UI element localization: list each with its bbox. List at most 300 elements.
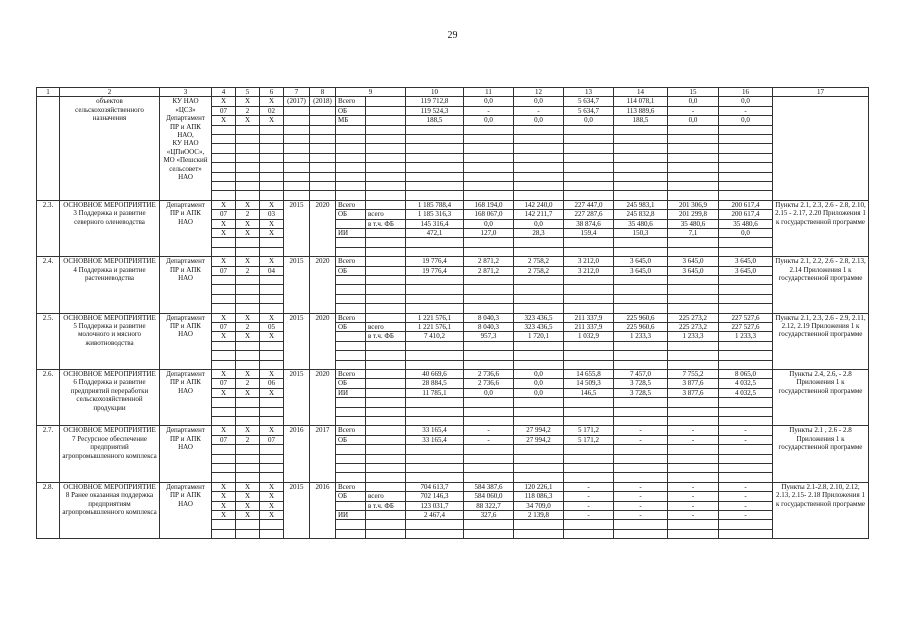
empty-cell: [719, 416, 773, 425]
value-cell: 5 171,2: [564, 426, 614, 435]
source-sublabel: [366, 510, 406, 519]
value-cell: -: [614, 435, 668, 444]
measure-name: ОСНОВНОЕ МЕРОПРИЯТИЕ 6 Поддержка и развитие предприятий переработки сельскохозяйственной продукции: [60, 369, 160, 425]
empty-cell: [406, 520, 464, 529]
empty-cell: [564, 285, 614, 294]
year-start: 2015: [284, 313, 310, 369]
value-cell: 7 457,0: [614, 369, 668, 378]
value-cell: 702 146,3: [406, 492, 464, 501]
empty-cell: [284, 191, 310, 200]
empty-cell: [514, 125, 564, 134]
empty-cell: [564, 463, 614, 472]
value-cell: 35 480,6: [668, 219, 719, 228]
empty-cell: [614, 398, 668, 407]
value-cell: 3 728,5: [614, 388, 668, 397]
empty-cell: [236, 398, 260, 407]
value-cell: -: [719, 492, 773, 501]
year-start: [284, 116, 310, 125]
empty-cell: [614, 445, 668, 454]
empty-cell: [366, 520, 406, 529]
empty-cell: [564, 398, 614, 407]
empty-cell: [719, 341, 773, 350]
empty-cell: [212, 473, 236, 482]
empty-cell: [236, 285, 260, 294]
value-cell: 3 728,5: [614, 379, 668, 388]
empty-cell: [564, 144, 614, 153]
empty-cell: [464, 181, 514, 190]
measure-name: объектов сельскохозяйственного назначения: [60, 97, 160, 200]
budget-table: [36, 87, 869, 539]
empty-cell: [668, 341, 719, 350]
column-header: 5: [236, 88, 260, 97]
source-sublabel: [366, 257, 406, 266]
empty-cell: [564, 407, 614, 416]
empty-cell: [406, 247, 464, 256]
value-cell: 323 436,5: [514, 322, 564, 331]
executor: Департамент ПР и АПК НАО: [160, 257, 212, 313]
empty-cell: [366, 445, 406, 454]
empty-cell: [668, 275, 719, 284]
note-cell: [773, 97, 869, 200]
value-cell: 27 994,2: [514, 426, 564, 435]
empty-cell: [614, 360, 668, 369]
value-cell: 200 617,4: [719, 200, 773, 209]
measure-name: ОСНОВНОЕ МЕРОПРИЯТИЕ 7 Ресурсное обеспечение предприятий агропромышленного комплекса: [60, 426, 160, 482]
code-cell: 07: [212, 266, 236, 275]
code-cell: Х: [212, 228, 236, 237]
empty-cell: [564, 351, 614, 360]
code-cell: Х: [212, 482, 236, 491]
code-cell: Х: [260, 97, 284, 106]
value-cell: 3 212,0: [564, 266, 614, 275]
year-end: 2020: [310, 200, 336, 256]
empty-cell: [284, 163, 310, 172]
value-cell: 0,0: [514, 116, 564, 125]
empty-cell: [464, 445, 514, 454]
empty-cell: [260, 520, 284, 529]
empty-cell: [366, 341, 406, 350]
value-cell: 0,0: [464, 388, 514, 397]
empty-cell: [336, 238, 366, 247]
column-header: 1: [37, 88, 60, 97]
empty-cell: [514, 135, 564, 144]
empty-cell: [336, 191, 366, 200]
table-row: [37, 257, 869, 266]
value-cell: 142 240,0: [514, 200, 564, 209]
empty-cell: [284, 153, 310, 162]
empty-cell: [336, 520, 366, 529]
source-label: Всего: [336, 200, 366, 209]
empty-cell: [719, 285, 773, 294]
empty-cell: [212, 360, 236, 369]
empty-cell: [366, 172, 406, 181]
empty-cell: [366, 181, 406, 190]
empty-cell: [236, 529, 260, 538]
source-label: ОБ: [336, 322, 366, 331]
empty-cell: [366, 153, 406, 162]
empty-cell: [212, 135, 236, 144]
value-cell: 4 032,5: [719, 379, 773, 388]
empty-cell: [406, 416, 464, 425]
value-cell: -: [668, 492, 719, 501]
table-row: [37, 369, 869, 378]
value-cell: 323 436,5: [514, 313, 564, 322]
empty-cell: [366, 416, 406, 425]
empty-cell: [260, 304, 284, 313]
empty-cell: [564, 135, 614, 144]
empty-cell: [464, 360, 514, 369]
executor: Департамент ПР и АПК НАО: [160, 369, 212, 425]
source-sublabel: [366, 313, 406, 322]
code-cell: Х: [236, 97, 260, 106]
empty-cell: [668, 360, 719, 369]
code-cell: 07: [212, 210, 236, 219]
note-cell: Пункты 2.1, 2.3, 2.6 - 2.9, 2.11, 2.12, 2.19 Приложения 1 к государственной программе: [773, 313, 869, 369]
value-cell: 2 758,2: [514, 257, 564, 266]
empty-cell: [719, 125, 773, 134]
value-cell: -: [668, 435, 719, 444]
empty-cell: [284, 135, 310, 144]
empty-cell: [336, 341, 366, 350]
empty-cell: [614, 238, 668, 247]
empty-cell: [260, 163, 284, 172]
empty-cell: [614, 275, 668, 284]
value-cell: 0,0: [719, 228, 773, 237]
empty-cell: [719, 520, 773, 529]
year-end: 2020: [310, 313, 336, 369]
value-cell: 5 634,7: [564, 97, 614, 106]
empty-cell: [336, 153, 366, 162]
value-cell: 2 467,4: [406, 510, 464, 519]
note-cell: Пункты 2.1, 2.2, 2.6 - 2.8, 2.13, 2.14 Приложения 1 к государственной программе: [773, 257, 869, 313]
empty-cell: [406, 454, 464, 463]
empty-cell: [406, 181, 464, 190]
empty-cell: [336, 247, 366, 256]
empty-cell: [236, 445, 260, 454]
empty-cell: [406, 135, 464, 144]
empty-cell: [464, 294, 514, 303]
empty-cell: [310, 153, 336, 162]
source-label: Всего: [336, 426, 366, 435]
value-cell: 0,0: [464, 97, 514, 106]
column-header: 4: [212, 88, 236, 97]
value-cell: -: [668, 501, 719, 510]
empty-cell: [366, 351, 406, 360]
column-header: 7: [284, 88, 310, 97]
empty-cell: [236, 416, 260, 425]
empty-cell: [406, 163, 464, 172]
value-cell: 8 040,3: [464, 313, 514, 322]
value-cell: 35 480,6: [719, 219, 773, 228]
empty-cell: [260, 351, 284, 360]
code-cell: 07: [260, 435, 284, 444]
year-end: 2017: [310, 426, 336, 482]
value-cell: -: [668, 426, 719, 435]
empty-cell: [260, 125, 284, 134]
empty-cell: [514, 144, 564, 153]
value-cell: 33 165,4: [406, 435, 464, 444]
empty-cell: [236, 181, 260, 190]
empty-cell: [668, 285, 719, 294]
empty-cell: [212, 144, 236, 153]
value-cell: 0,0: [564, 116, 614, 125]
empty-cell: [260, 463, 284, 472]
code-cell: 03: [260, 210, 284, 219]
value-cell: 34 709,0: [514, 501, 564, 510]
source-label: ОБ: [336, 435, 366, 444]
value-cell: 225 273,2: [668, 322, 719, 331]
value-cell: 1 233,3: [614, 332, 668, 341]
empty-cell: [236, 247, 260, 256]
empty-cell: [236, 473, 260, 482]
value-cell: 7,1: [668, 228, 719, 237]
column-header: 2: [60, 88, 160, 97]
executor-line: МО «Пешский сельсовет» НАО: [163, 156, 208, 182]
item-number: 2.5.: [37, 313, 60, 369]
value-cell: 4 032,5: [719, 388, 773, 397]
empty-cell: [212, 407, 236, 416]
empty-cell: [212, 153, 236, 162]
year-end: [310, 116, 336, 125]
value-cell: 7 755,2: [668, 369, 719, 378]
year-start: 2016: [284, 426, 310, 482]
empty-cell: [614, 191, 668, 200]
note-cell: Пункты 2.1 , 2.6 - 2.8 Приложения 1 к государственной программе: [773, 426, 869, 482]
empty-cell: [668, 463, 719, 472]
code-cell: Х: [260, 228, 284, 237]
year-start: [284, 106, 310, 115]
empty-cell: [336, 351, 366, 360]
empty-cell: [514, 172, 564, 181]
code-cell: Х: [212, 313, 236, 322]
empty-cell: [310, 181, 336, 190]
table-row: [37, 97, 869, 106]
source-sublabel: [366, 97, 406, 106]
empty-cell: [564, 473, 614, 482]
value-cell: -: [564, 510, 614, 519]
code-cell: Х: [212, 501, 236, 510]
empty-cell: [212, 304, 236, 313]
value-cell: -: [668, 510, 719, 519]
empty-cell: [406, 407, 464, 416]
value-cell: 2 736,6: [464, 369, 514, 378]
value-cell: 1 185 316,3: [406, 210, 464, 219]
code-cell: 05: [260, 322, 284, 331]
empty-cell: [236, 172, 260, 181]
empty-cell: [464, 454, 514, 463]
source-sublabel: [366, 266, 406, 275]
empty-cell: [668, 238, 719, 247]
empty-cell: [564, 247, 614, 256]
empty-cell: [719, 238, 773, 247]
value-cell: 225 960,6: [614, 313, 668, 322]
year-start: 2015: [284, 369, 310, 425]
empty-cell: [719, 454, 773, 463]
empty-cell: [614, 454, 668, 463]
value-cell: 1 185 788,4: [406, 200, 464, 209]
value-cell: -: [719, 426, 773, 435]
empty-cell: [564, 341, 614, 350]
value-cell: -: [719, 435, 773, 444]
source-label: ОБ: [336, 266, 366, 275]
empty-cell: [719, 191, 773, 200]
item-number: 2.4.: [37, 257, 60, 313]
value-cell: 2 736,6: [464, 379, 514, 388]
value-cell: 0,0: [464, 219, 514, 228]
empty-cell: [310, 191, 336, 200]
value-cell: 584 387,6: [464, 482, 514, 491]
empty-cell: [719, 304, 773, 313]
empty-cell: [464, 529, 514, 538]
empty-cell: [336, 407, 366, 416]
value-cell: -: [668, 482, 719, 491]
value-cell: -: [464, 106, 514, 115]
value-cell: 0,0: [464, 116, 514, 125]
empty-cell: [614, 407, 668, 416]
code-cell: Х: [260, 388, 284, 397]
value-cell: -: [514, 106, 564, 115]
value-cell: 3 645,0: [719, 266, 773, 275]
empty-cell: [406, 125, 464, 134]
empty-cell: [336, 454, 366, 463]
code-cell: Х: [212, 426, 236, 435]
value-cell: 119 524,3: [406, 106, 464, 115]
empty-cell: [719, 407, 773, 416]
value-cell: 3 877,6: [668, 388, 719, 397]
source-label: МБ: [336, 116, 366, 125]
empty-cell: [614, 285, 668, 294]
executor: Департамент ПР и АПК НАО: [160, 482, 212, 538]
empty-cell: [564, 304, 614, 313]
value-cell: -: [719, 106, 773, 115]
value-cell: 957,3: [464, 332, 514, 341]
empty-cell: [668, 407, 719, 416]
value-cell: -: [719, 501, 773, 510]
code-cell: Х: [260, 482, 284, 491]
empty-cell: [614, 181, 668, 190]
code-cell: Х: [260, 257, 284, 266]
empty-cell: [464, 153, 514, 162]
empty-cell: [336, 360, 366, 369]
code-cell: Х: [260, 369, 284, 378]
empty-cell: [514, 153, 564, 162]
empty-cell: [284, 144, 310, 153]
value-cell: 704 613,7: [406, 482, 464, 491]
empty-cell: [514, 463, 564, 472]
empty-cell: [719, 144, 773, 153]
column-header: 10: [406, 88, 464, 97]
value-cell: 1 221 576,1: [406, 313, 464, 322]
year-end: 2020: [310, 257, 336, 313]
empty-cell: [212, 454, 236, 463]
source-label: ОБ: [336, 106, 366, 115]
empty-cell: [336, 529, 366, 538]
code-cell: Х: [236, 510, 260, 519]
source-label: ИИ: [336, 510, 366, 519]
empty-cell: [514, 360, 564, 369]
empty-cell: [614, 294, 668, 303]
empty-cell: [464, 247, 514, 256]
empty-cell: [668, 125, 719, 134]
note-cell: Пункты 2.4, 2.6, - 2.8 Приложения 1 к государственной программе: [773, 369, 869, 425]
empty-cell: [464, 351, 514, 360]
item-number: 2.8.: [37, 482, 60, 538]
empty-cell: [514, 294, 564, 303]
empty-cell: [212, 341, 236, 350]
source-sublabel: [366, 426, 406, 435]
executor: [160, 97, 212, 200]
code-cell: Х: [236, 388, 260, 397]
empty-cell: [212, 520, 236, 529]
code-cell: Х: [260, 200, 284, 209]
value-cell: -: [719, 510, 773, 519]
code-cell: 06: [260, 379, 284, 388]
empty-cell: [514, 351, 564, 360]
empty-cell: [719, 181, 773, 190]
value-cell: 8 065,0: [719, 369, 773, 378]
empty-cell: [212, 191, 236, 200]
empty-cell: [212, 238, 236, 247]
value-cell: 227 447,0: [564, 200, 614, 209]
empty-cell: [260, 238, 284, 247]
empty-cell: [514, 163, 564, 172]
value-cell: 142 211,7: [514, 210, 564, 219]
value-cell: 3 645,0: [614, 257, 668, 266]
empty-cell: [260, 144, 284, 153]
empty-cell: [719, 294, 773, 303]
empty-cell: [514, 520, 564, 529]
value-cell: 5 634,7: [564, 106, 614, 115]
empty-cell: [406, 172, 464, 181]
empty-cell: [366, 163, 406, 172]
empty-cell: [336, 135, 366, 144]
source-label: [336, 332, 366, 341]
code-cell: Х: [212, 219, 236, 228]
empty-cell: [668, 144, 719, 153]
empty-cell: [564, 172, 614, 181]
value-cell: -: [614, 426, 668, 435]
value-cell: 584 060,0: [464, 492, 514, 501]
value-cell: 2 871,2: [464, 257, 514, 266]
executor: Департамент ПР и АПК НАО: [160, 313, 212, 369]
empty-cell: [236, 153, 260, 162]
value-cell: 159,4: [564, 228, 614, 237]
empty-cell: [668, 520, 719, 529]
empty-cell: [366, 304, 406, 313]
empty-cell: [464, 135, 514, 144]
empty-cell: [236, 125, 260, 134]
empty-cell: [336, 445, 366, 454]
source-label: Всего: [336, 257, 366, 266]
table-row: [37, 200, 869, 209]
empty-cell: [464, 463, 514, 472]
table-row: [37, 426, 869, 435]
code-cell: Х: [212, 369, 236, 378]
code-cell: Х: [212, 332, 236, 341]
empty-cell: [212, 285, 236, 294]
empty-cell: [464, 520, 514, 529]
empty-cell: [366, 135, 406, 144]
code-cell: Х: [212, 510, 236, 519]
value-cell: 3 645,0: [719, 257, 773, 266]
empty-cell: [212, 445, 236, 454]
value-cell: 3 212,0: [564, 257, 614, 266]
empty-cell: [310, 125, 336, 134]
empty-cell: [614, 144, 668, 153]
empty-cell: [514, 238, 564, 247]
value-cell: 1 032,9: [564, 332, 614, 341]
empty-cell: [464, 125, 514, 134]
